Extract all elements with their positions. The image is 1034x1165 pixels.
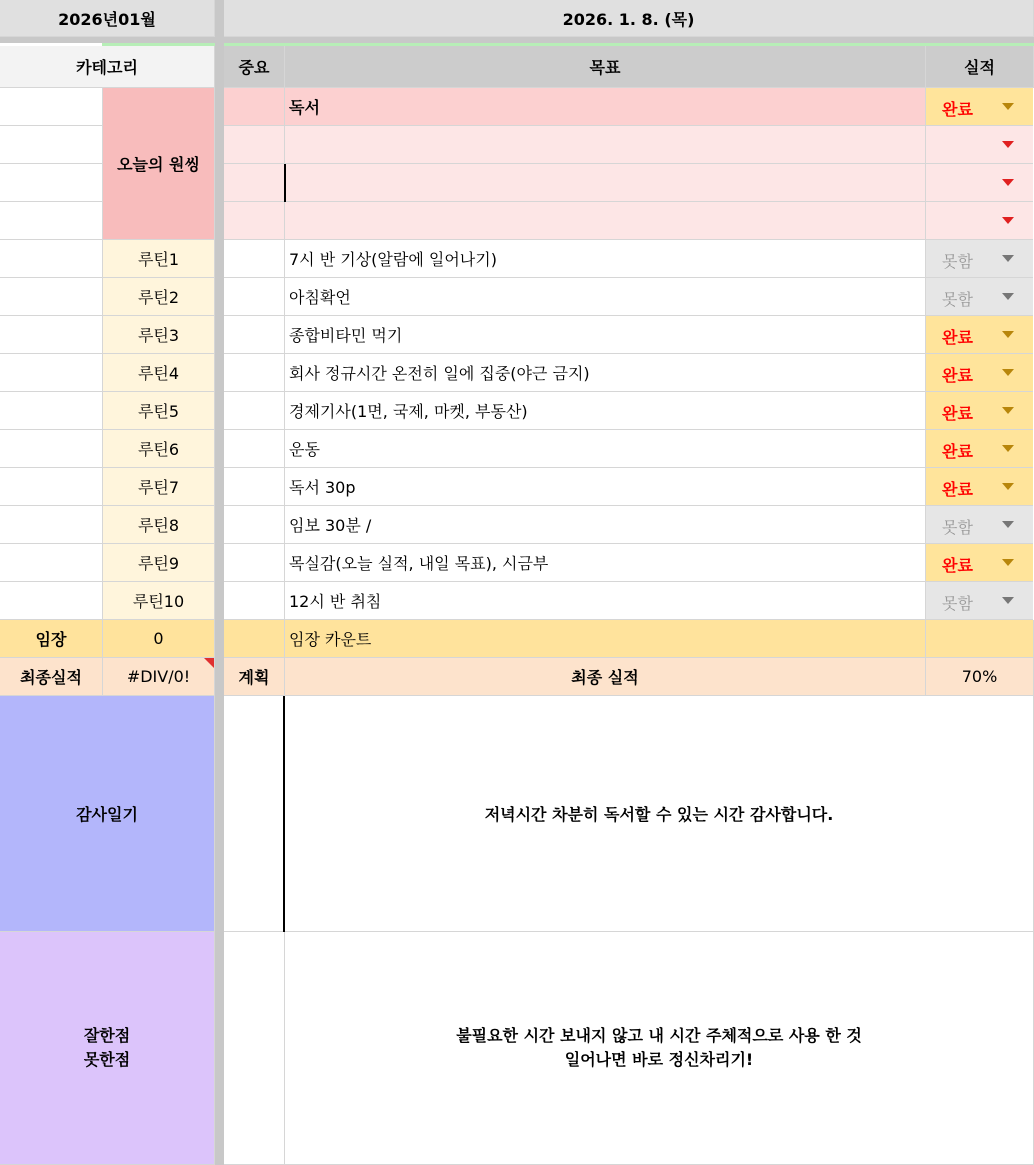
status-value: 완료 <box>942 480 973 499</box>
final-value[interactable]: #DIV/0! <box>103 658 215 696</box>
review-text-line1: 불필요한 시간 보내지 않고 내 시간 주체적으로 사용 한 것 <box>456 1026 862 1045</box>
routine-label[interactable]: 루틴10 <box>103 582 215 620</box>
gratitude-label[interactable]: 감사일기 <box>0 696 215 932</box>
routine-goal[interactable]: 목실감(오늘 실적, 내일 목표), 시금부 <box>285 544 926 582</box>
importance-column-header[interactable]: 중요 <box>224 46 285 88</box>
imjang-result[interactable] <box>926 620 1034 658</box>
routine-label[interactable]: 루틴3 <box>103 316 215 354</box>
dropdown-arrow-icon <box>1002 483 1014 490</box>
routine-left-blank[interactable] <box>0 544 103 582</box>
routine-importance[interactable] <box>224 354 285 392</box>
one-thing-importance[interactable] <box>224 126 285 164</box>
category-column-header[interactable]: 카테고리 <box>0 46 215 88</box>
comment-indicator-icon[interactable] <box>204 658 214 668</box>
one-thing-left-blank[interactable] <box>0 88 103 126</box>
status-value: 완료 <box>942 556 973 575</box>
routine-importance[interactable] <box>224 544 285 582</box>
one-thing-goal[interactable] <box>285 126 926 164</box>
final-percent[interactable]: 70% <box>926 658 1034 696</box>
dropdown-arrow-icon <box>1002 407 1014 414</box>
imjang-importance[interactable] <box>224 620 285 658</box>
imjang-goal[interactable]: 임장 카운트 <box>285 620 926 658</box>
review-label-line1: 잘한점 <box>83 1026 131 1045</box>
text-cursor <box>284 164 286 202</box>
dropdown-arrow-icon <box>1002 141 1014 148</box>
one-thing-importance[interactable] <box>224 202 285 240</box>
routine-left-blank[interactable] <box>0 582 103 620</box>
routine-status-dropdown[interactable] <box>926 392 1033 430</box>
routine-status-dropdown[interactable] <box>926 278 1033 316</box>
routine-status-dropdown[interactable] <box>926 506 1033 544</box>
one-thing-left-blank[interactable] <box>0 126 103 164</box>
routine-left-blank[interactable] <box>0 430 103 468</box>
status-value: 완료 <box>942 328 973 347</box>
routine-status-dropdown[interactable] <box>926 544 1033 582</box>
routine-status-dropdown[interactable] <box>926 582 1033 620</box>
one-thing-status-dropdown[interactable] <box>926 202 1033 240</box>
routine-importance[interactable] <box>224 468 285 506</box>
imjang-count[interactable]: 0 <box>103 620 215 658</box>
routine-status-dropdown[interactable] <box>926 316 1033 354</box>
routine-goal[interactable]: 경제기사(1면, 국제, 마켓, 부동산) <box>285 392 926 430</box>
review-text[interactable] <box>285 932 1034 1165</box>
status-value: 못함 <box>942 594 973 613</box>
final-result-label[interactable]: 최종 실적 <box>285 658 926 696</box>
one-thing-goal[interactable] <box>285 164 926 202</box>
routine-importance[interactable] <box>224 392 285 430</box>
routine-left-blank[interactable] <box>0 392 103 430</box>
status-value: 완료 <box>942 100 973 119</box>
routine-label[interactable]: 루틴9 <box>103 544 215 582</box>
dropdown-arrow-icon <box>1002 255 1014 262</box>
one-thing-importance[interactable] <box>224 88 285 126</box>
routine-left-blank[interactable] <box>0 240 103 278</box>
routine-status-dropdown[interactable] <box>926 240 1033 278</box>
one-thing-status-dropdown[interactable] <box>926 164 1033 202</box>
plan-label[interactable]: 계획 <box>224 658 285 696</box>
one-thing-importance[interactable] <box>224 164 285 202</box>
review-text-line2: 일어나면 바로 정신차리기! <box>564 1050 754 1069</box>
routine-importance[interactable] <box>224 278 285 316</box>
dropdown-arrow-icon <box>1002 521 1014 528</box>
review-label[interactable] <box>0 932 215 1165</box>
status-value: 완료 <box>942 404 973 423</box>
routine-importance[interactable] <box>224 506 285 544</box>
review-label-line2: 못한점 <box>83 1050 131 1069</box>
dropdown-arrow-icon <box>1002 369 1014 376</box>
routine-label[interactable]: 루틴5 <box>103 392 215 430</box>
gratitude-importance[interactable] <box>224 696 285 932</box>
dropdown-arrow-icon <box>1002 217 1014 224</box>
goal-column-header[interactable]: 목표 <box>285 46 926 88</box>
dropdown-arrow-icon <box>1002 445 1014 452</box>
one-thing-status-dropdown[interactable] <box>926 88 1033 126</box>
routine-importance[interactable] <box>224 430 285 468</box>
status-value: 완료 <box>942 366 973 385</box>
freeze-column-divider[interactable] <box>215 0 224 1165</box>
routine-goal[interactable]: 12시 반 취침 <box>285 582 926 620</box>
routine-label[interactable]: 루틴4 <box>103 354 215 392</box>
one-thing-left-blank[interactable] <box>0 202 103 240</box>
routine-left-blank[interactable] <box>0 316 103 354</box>
routine-goal[interactable]: 7시 반 기상(알람에 일어나기) <box>285 240 926 278</box>
routine-status-dropdown[interactable] <box>926 430 1033 468</box>
one-thing-goal[interactable] <box>285 202 926 240</box>
month-header[interactable]: 2026년01월 <box>0 0 215 37</box>
dropdown-arrow-icon <box>1002 559 1014 566</box>
routine-importance[interactable] <box>224 582 285 620</box>
date-header[interactable]: 2026. 1. 8. (목) <box>224 0 1034 37</box>
routine-status-dropdown[interactable] <box>926 468 1033 506</box>
dropdown-arrow-icon <box>1002 597 1014 604</box>
routine-status-dropdown[interactable] <box>926 354 1033 392</box>
one-thing-left-blank[interactable] <box>0 164 103 202</box>
routine-goal[interactable]: 운동 <box>285 430 926 468</box>
status-value: 완료 <box>942 442 973 461</box>
routine-goal[interactable]: 종합비타민 먹기 <box>285 316 926 354</box>
routine-left-blank[interactable] <box>0 354 103 392</box>
routine-goal[interactable]: 독서 30p <box>285 468 926 506</box>
routine-goal[interactable]: 아침확언 <box>285 278 926 316</box>
status-value: 못함 <box>942 252 973 271</box>
status-value: 못함 <box>942 290 973 309</box>
review-importance[interactable] <box>224 932 285 1165</box>
gratitude-text[interactable]: 저녁시간 차분히 독서할 수 있는 시간 감사합니다. <box>285 696 1034 932</box>
imjang-label[interactable]: 임장 <box>0 620 103 658</box>
one-thing-goal[interactable]: 독서 <box>285 88 926 126</box>
routine-label[interactable]: 루틴6 <box>103 430 215 468</box>
status-value: 못함 <box>942 518 973 537</box>
routine-importance[interactable] <box>224 316 285 354</box>
routine-label[interactable]: 루틴1 <box>103 240 215 278</box>
one-thing-status-dropdown[interactable] <box>926 126 1033 164</box>
routine-goal[interactable]: 임보 30분 / <box>285 506 926 544</box>
dropdown-arrow-icon <box>1002 179 1014 186</box>
final-label[interactable]: 최종실적 <box>0 658 103 696</box>
routine-goal[interactable]: 회사 정규시간 온전히 일에 집중(야근 금지) <box>285 354 926 392</box>
dropdown-arrow-icon <box>1002 103 1014 110</box>
routine-left-blank[interactable] <box>0 468 103 506</box>
one-thing-label[interactable]: 오늘의 원씽 <box>103 88 215 240</box>
routine-label[interactable]: 루틴8 <box>103 506 215 544</box>
routine-left-blank[interactable] <box>0 506 103 544</box>
routine-label[interactable]: 루틴2 <box>103 278 215 316</box>
routine-importance[interactable] <box>224 240 285 278</box>
routine-label[interactable]: 루틴7 <box>103 468 215 506</box>
dropdown-arrow-icon <box>1002 331 1014 338</box>
result-column-header[interactable]: 실적 <box>926 46 1034 88</box>
routine-left-blank[interactable] <box>0 278 103 316</box>
dropdown-arrow-icon <box>1002 293 1014 300</box>
